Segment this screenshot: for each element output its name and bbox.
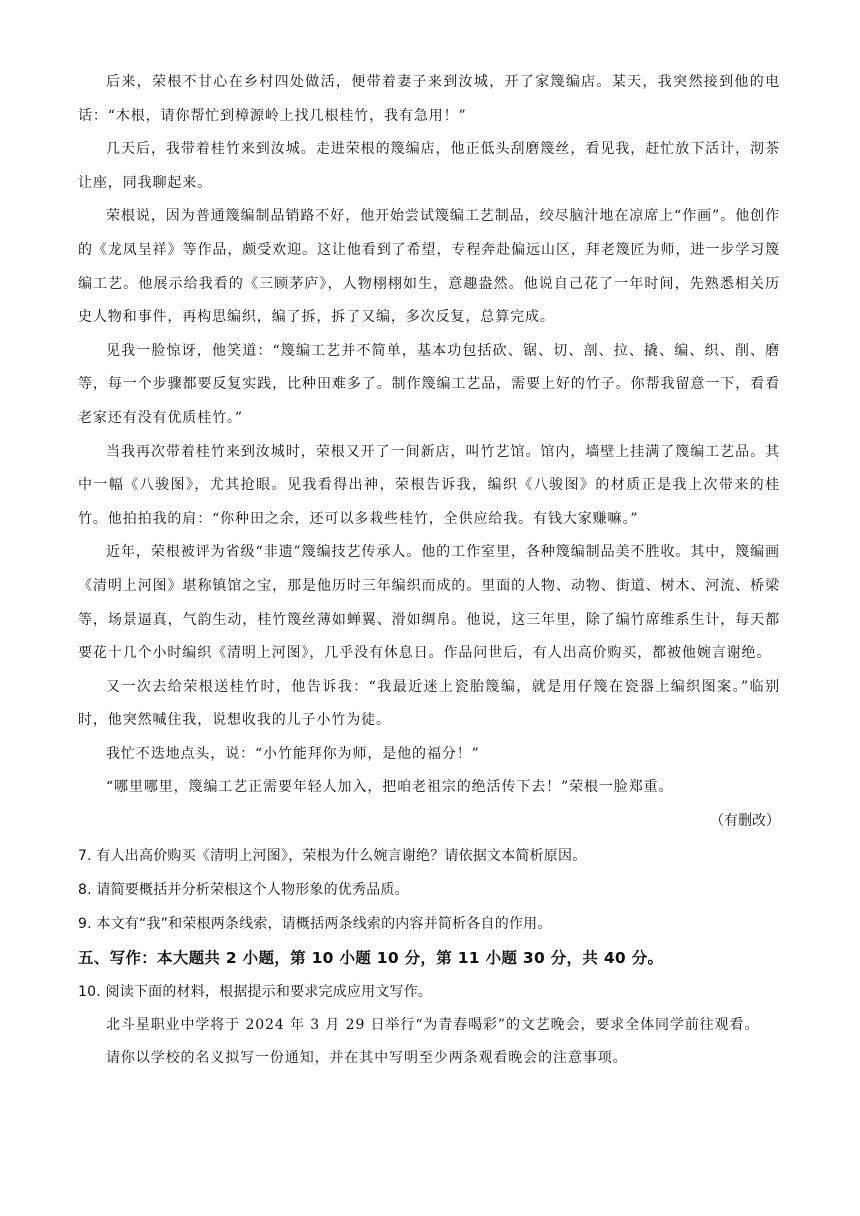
question-10: 10. 阅读下面的材料，根据提示和要求完成应用文写作。: [78, 983, 433, 1000]
revision-note: （有删改）: [710, 813, 780, 830]
story-paragraph-2: 几天后，我带着桂竹来到汝城。走进荣根的篾编店，他正低头刮磨篾丝，看见我，赶忙放下活计，沏茶让座，同我聊起来。: [78, 141, 780, 191]
story-paragraph-5: 当我再次带着桂竹来到汝城时，荣根又开了一间新店，叫竹艺馆。馆内，墙壁上挂满了篾编工艺品。其中一幅《八骏图》，尤其抢眼。见我看得出神，荣根告诉我，编织《八骏图》的材质正是我上次带来的桂竹。他拍拍我的肩：“你种田之余，还可以多栽些桂竹，全供应给我。有钱大家赚嘛。”: [78, 443, 780, 527]
story-paragraph-9: “哪里哪里，篾编工艺正需要年轻人加入，把咱老祖宗的绝活传下去！”荣根一脸郑重。: [106, 779, 674, 796]
story-paragraph-3: 荣根说，因为普通篾编制品销路不好，他开始尝试篾编工艺制品，绞尽脑汁地在凉席上“作画”。他创作的《龙凤呈祥》等作品，颇受欢迎。这让他看到了希望，专程奔赴偏远山区，拜老篾匠为师，进一步学习篾编工艺。他展示给我看的《三顾茅庐》，人物栩栩如生，意趣盎然。他说自己花了一年时间，先熟悉相关历史人物和事件，再构思编织，编了拆，拆了又编，多次反复，总算完成。: [78, 208, 780, 326]
story-paragraph-6: 近年，荣根被评为省级“非遗”篾编技艺传承人。他的工作室里，各种篾编制品美不胜收。其中，篾编画《清明上河图》堪称镇馆之宝，那是他历时三年编织而成的。里面的人物、动物、街道、树木、河流、桥梁等，场景逼真，气韵生动，桂竹篾丝薄如蝉翼、滑如绸帛。他说，这三年里，除了编竹席维系生计，每天都要花十几个小时编织《清明上河图》，几乎没有休息日。作品问世后，有人出高价购买，都被他婉言谢绝。: [78, 544, 780, 662]
question-9: 9. 本文有“我”和荣根两条线索，请概括两条线索的内容并简析各自的作用。: [78, 915, 552, 932]
story-paragraph-1: 后来，荣根不甘心在乡村四处做活，便带着妻子来到汝城，开了家篾编店。某天，我突然接到他的电话：“木根，请你帮忙到樟源岭上找几根桂竹，我有急用！”: [78, 74, 780, 124]
story-paragraph-4: 见我一脸惊讶，他笑道：“篾编工艺并不简单，基本功包括砍、锯、切、剖、拉、撬、编、织、削、磨等，每一个步骤都要反复实践，比种田难多了。制作篾编工艺品，需要上好的竹子。你帮我留意一下，看看老家还有没有优质桂竹。”: [78, 342, 780, 426]
question-7: 7. 有人出高价购买《清明上河图》，荣根为什么婉言谢绝？请依据文本简析原因。: [78, 847, 587, 864]
document-page: [78, 66, 780, 1076]
section-5-title: 五、写作：本大题共 2 小题，第 10 小题 10 分，第 11 小题 30 分，共 40 分。: [78, 948, 664, 967]
question-8: 8. 请简要概括并分析荣根这个人物形象的优秀品质。: [78, 881, 409, 898]
writing-material: 北斗星职业中学将于 2024 年 3 月 29 日举行“为青春喝彩”的文艺晚会，要求全体同学前往观看。: [106, 1016, 760, 1033]
story-paragraph-8: 我忙不迭地点头，说：“小竹能拜你为师，是他的福分！”: [106, 745, 480, 762]
writing-task: 请你以学校的名义拟写一份通知，并在其中写明至少两条观看晚会的注意事项。: [106, 1050, 628, 1067]
story-paragraph-7: 又一次去给荣根送桂竹时，他告诉我：“我最近迷上瓷胎篾编，就是用仔篾在瓷器上编织图案。”临别时，他突然喊住我，说想收我的儿子小竹为徒。: [78, 678, 780, 729]
